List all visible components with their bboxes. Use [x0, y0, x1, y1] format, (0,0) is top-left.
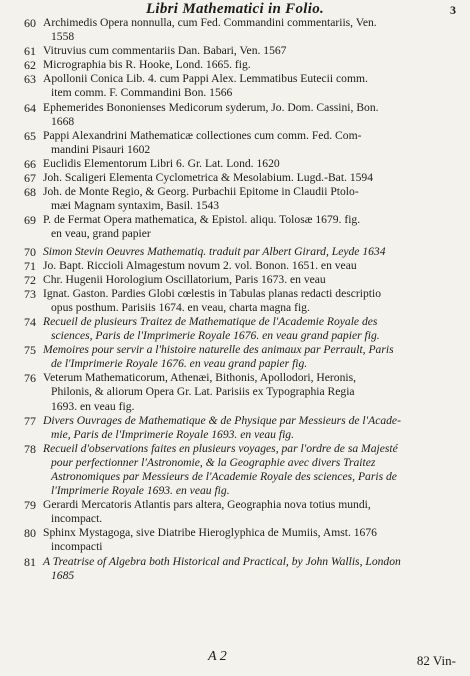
entry-text: Archimedis Opera nonnulla, cum Fed. Commandini commentariis, Ven. [43, 16, 377, 29]
entry-text-continuation: 1693. en veau fig. [51, 399, 135, 413]
catalogue-entry [0, 371, 470, 413]
entry-text-continuation: item comm. F. Commandini Bon. 1566 [51, 86, 233, 100]
catalogue-entry [0, 44, 470, 58]
entry-number: 63 [24, 72, 36, 87]
entry-text-continuation: mie, Paris de l'Imprimerie Royale 1693. en veau fig. [51, 427, 294, 441]
entry-text: Gerardi Mercatoris Atlantis pars altera, Geographia nova totius mundi, [43, 498, 371, 512]
catchword: 82 Vin- [416, 653, 456, 668]
entry-text: Micrographia bis R. Hooke, Lond. 1665. fig. [43, 58, 251, 72]
running-title: Libri Mathematici in Folio. [145, 1, 325, 17]
catalogue-entry [0, 315, 470, 343]
entry-number: 64 [24, 100, 36, 115]
entry-text: Ephemerides Bononienses Medicorum syderum, Jo. Dom. Cassini, Bon. [43, 100, 379, 114]
catalogue-entry [0, 16, 470, 44]
entry-text: Divers Ouvrages de Mathematique & de Physique par Messieurs de l'Acade- [43, 413, 401, 427]
catalogue-entry [0, 498, 470, 526]
catalogue-entry [0, 442, 470, 498]
catalogue-entry [0, 526, 470, 554]
entry-number: 69 [24, 213, 36, 228]
entry-number: 76 [24, 371, 36, 386]
catalogue-entries [0, 16, 470, 583]
catalogue-entry [0, 245, 470, 259]
entry-number: 62 [24, 58, 36, 73]
entry-text-continuation: en veau, grand papier [51, 227, 151, 241]
entry-text-continuation: Philonis, & aliorum Opera Gr. Lat. Parisiis ex Typographia Regia [51, 385, 355, 399]
entry-text-continuation: incompacti [51, 540, 103, 554]
entry-number: 70 [24, 244, 36, 259]
entry-text: Ignat. Gaston. Pardies Globi cœlestis in Tabulas planas redacti descriptio [43, 286, 382, 300]
catalogue-entry [0, 414, 470, 442]
entry-number: 61 [24, 44, 36, 59]
catalogue-entry [0, 129, 470, 157]
entry-number: 60 [24, 16, 36, 30]
catalogue-entry [0, 101, 470, 129]
entry-number: 66 [24, 156, 36, 171]
entry-text: Jo. Bapt. Riccioli Almagestum novum 2. vol. Bonon. 1651. en veau [43, 258, 357, 272]
entry-text-continuation: 1685 [51, 568, 75, 582]
entry-text: P. de Fermat Opera mathematica, & Epistol. aliqu. Tolosæ 1679. fig. [43, 213, 361, 227]
entry-number: 77 [24, 413, 36, 428]
entry-number: 75 [24, 343, 36, 358]
entry-text-continuation: incompact. [51, 512, 103, 526]
entry-text-continuation: 1668 [51, 114, 75, 128]
entry-number: 68 [24, 185, 36, 200]
entry-text: Recueil d'observations faites en plusieurs voyages, par l'ordre de sa Majesté [43, 441, 398, 455]
entry-text-continuation: 1558 [51, 30, 75, 44]
entry-text: Euclidis Elementorum Libri 6. Gr. Lat. Lond. 1620 [43, 156, 280, 170]
catalogue-entry [0, 58, 470, 72]
entry-text-continuation: l'Imprimerie Royale 1693. en veau fig. [51, 484, 230, 498]
entry-number: 74 [24, 314, 36, 329]
entry-text: Sphinx Mystagoga, sive Diatribe Hieroglyphica de Mumiis, Amst. 1676 [43, 526, 377, 540]
entry-text: Joh. Scaligeri Elementa Cyclometrica & Mesolabium. Lugd.-Bat. 1594 [43, 171, 374, 185]
entry-text: Simon Stevin Oeuvres Mathematiq. traduit par Albert Girard, Leyde 1634 [43, 244, 386, 258]
entry-number: 72 [24, 272, 36, 287]
entry-text: Veterum Mathematicorum, Athenæi, Bithonis, Apollodori, Heronis, [43, 371, 356, 385]
entry-text-continuation: pour perfectionner l'Astronomie, & la Geographie avec divers Traitez [51, 455, 376, 469]
entry-text-continuation: mandini Pisauri 1602 [51, 142, 151, 156]
entry-text-continuation: Astronomiques par Messieurs de l'Academie Royale des sciences, Paris de [51, 470, 397, 483]
entry-text: Joh. de Monte Regio, & Georg. Purbachii Epitome in Claudii Ptolo- [43, 185, 359, 199]
catalogue-entry [0, 157, 470, 171]
entry-text: Memoires pour servir a l'histoire naturelle des animaux par Perrault, Paris [43, 343, 394, 357]
catalogue-entry [0, 171, 470, 185]
entry-text-continuation: opus posthum. Parisiis 1674. en veau, charta magna fig. [51, 300, 310, 314]
signature-mark: A 2 [208, 649, 227, 664]
entry-number: 81 [24, 554, 36, 569]
entry-text: Apollonii Conica Lib. 4. cum Pappi Alex. Lemmatibus Eutecii comm. [43, 72, 368, 86]
entry-number: 79 [24, 498, 36, 513]
entry-text: Chr. Hugenii Horologium Oscillatorium, Paris 1673. en veau [43, 272, 326, 286]
entry-number: 73 [24, 286, 36, 301]
catalogue-entry [0, 287, 470, 315]
entry-text: A Treatrise of Algebra both Historical and Practical, by John Wallis, London [43, 554, 401, 568]
entry-number: 71 [24, 258, 36, 273]
entry-number: 80 [24, 526, 36, 541]
entry-text-continuation: de l'Imprimerie Royale 1676. en veau grand papier fig. [51, 357, 308, 371]
page-number: 3 [450, 3, 456, 17]
entry-number: 65 [24, 128, 36, 143]
entry-text-continuation: mæi Magnam syntaxim, Basil. 1543 [51, 199, 220, 213]
entry-number: 78 [24, 441, 36, 456]
catalogue-entry [0, 259, 470, 273]
catalogue-entry [0, 343, 470, 371]
entry-text-continuation: sciences, Paris de l'Imprimerie Royale 1676. en veau grand papier fig. [51, 329, 380, 343]
entry-text: Recueil de plusieurs Traitez de Mathematique de l'Academie Royale des [43, 314, 378, 328]
catalogue-entry [0, 185, 470, 213]
entry-number: 67 [24, 171, 36, 186]
entry-text: Vitruvius cum commentariis Dan. Babari, Ven. 1567 [43, 44, 287, 58]
catalogue-entry [0, 555, 470, 583]
entry-text: Pappi Alexandrini Mathematicæ collectiones cum comm. Fed. Com- [43, 128, 362, 142]
catalogue-entry [0, 273, 470, 287]
catalogue-entry [0, 72, 470, 100]
catalogue-entry [0, 213, 470, 241]
